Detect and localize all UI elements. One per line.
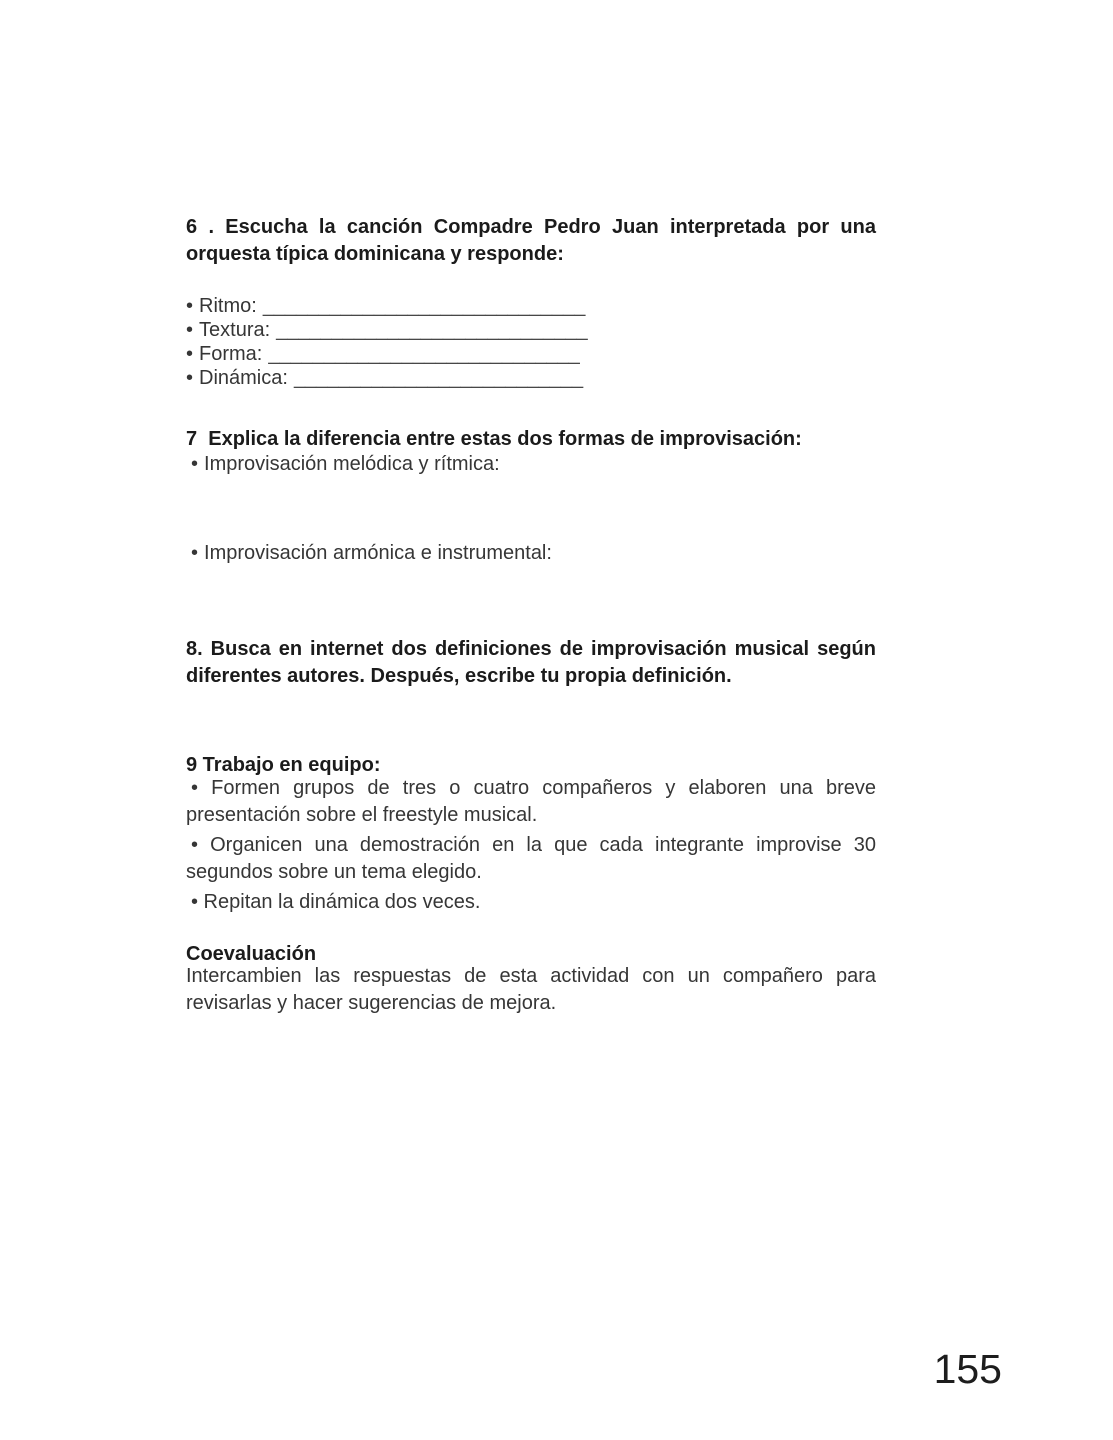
field-label-dinamica: Dinámica: <box>199 367 288 389</box>
bullet-text: • Repitan la dinámica dos veces. <box>191 891 481 913</box>
question-9-bullet-2 <box>186 832 876 886</box>
answer-field-forma <box>186 342 876 366</box>
bullet-line-1: • Formen grupos de tres o cuatro compañeros y elaboren una breve <box>191 777 876 799</box>
question-9-bullet-3 <box>186 889 876 916</box>
bullet-line-1: • Organicen una demostración en la que cada integrante improvise 30 <box>191 834 876 856</box>
bullet-text: Improvisación armónica e instrumental: <box>204 542 552 564</box>
bullet-marker: • <box>186 295 194 317</box>
bullet-marker: • <box>191 453 199 475</box>
answer-blank-line: _____________________________ <box>262 295 586 317</box>
bullet-marker: • <box>186 343 194 365</box>
coevaluacion-line-2: revisarlas y hacer sugerencias de mejora. <box>186 992 557 1014</box>
field-label-forma: Forma: <box>199 343 263 365</box>
answer-field-dinamica <box>186 366 876 390</box>
bullet-marker: • <box>191 542 199 564</box>
coevaluacion-line-1: Intercambien las respuestas de esta actividad con un compañero para <box>186 965 876 987</box>
answer-field-ritmo <box>186 294 876 318</box>
answer-field-textura <box>186 318 876 342</box>
question-7-heading-text: 7 Explica la diferencia entre estas dos formas de improvisación: <box>186 428 802 450</box>
question-9-bullet-1 <box>186 775 876 829</box>
page-number: 155 <box>933 1346 1002 1392</box>
field-label-ritmo: Ritmo: <box>199 295 257 317</box>
question-6-heading <box>186 214 876 268</box>
answer-blank-line: __________________________ <box>293 367 584 389</box>
question-7-heading <box>186 426 876 453</box>
bullet-marker: • <box>186 367 194 389</box>
bullet-item <box>186 540 876 567</box>
bullet-item <box>186 451 876 478</box>
question-7-bullet-armonica <box>186 540 876 567</box>
bullet-marker: • <box>186 319 194 341</box>
answer-blank-line: ____________________________ <box>268 343 580 365</box>
bullet-line-2: segundos sobre un tema elegido. <box>186 861 482 883</box>
question-6-heading-line-1: 6 . Escucha la canción Compadre Pedro Juan interpretada por una <box>186 216 876 238</box>
bullet-line-2: presentación sobre el freestyle musical. <box>186 804 538 826</box>
coevaluacion-paragraph <box>186 963 876 1017</box>
question-9-heading-text: 9 Trabajo en equipo: <box>186 754 381 776</box>
coevaluacion-heading-text: Coevaluación <box>186 943 317 965</box>
question-8-line-2: diferentes autores. Después, escribe tu propia definición. <box>186 665 732 687</box>
field-label-textura: Textura: <box>199 319 271 341</box>
question-8-line-1: 8. Busca en internet dos definiciones de improvisación musical según <box>186 638 876 660</box>
question-7-bullet-melodica <box>186 451 876 478</box>
answer-blank-line: ____________________________ <box>276 319 588 341</box>
bullet-text: Improvisación melódica y rítmica: <box>204 453 500 475</box>
question-6-heading-line-2: orquesta típica dominicana y responde: <box>186 243 564 265</box>
question-8-text <box>186 636 876 690</box>
question-6-answer-fields <box>186 294 876 390</box>
